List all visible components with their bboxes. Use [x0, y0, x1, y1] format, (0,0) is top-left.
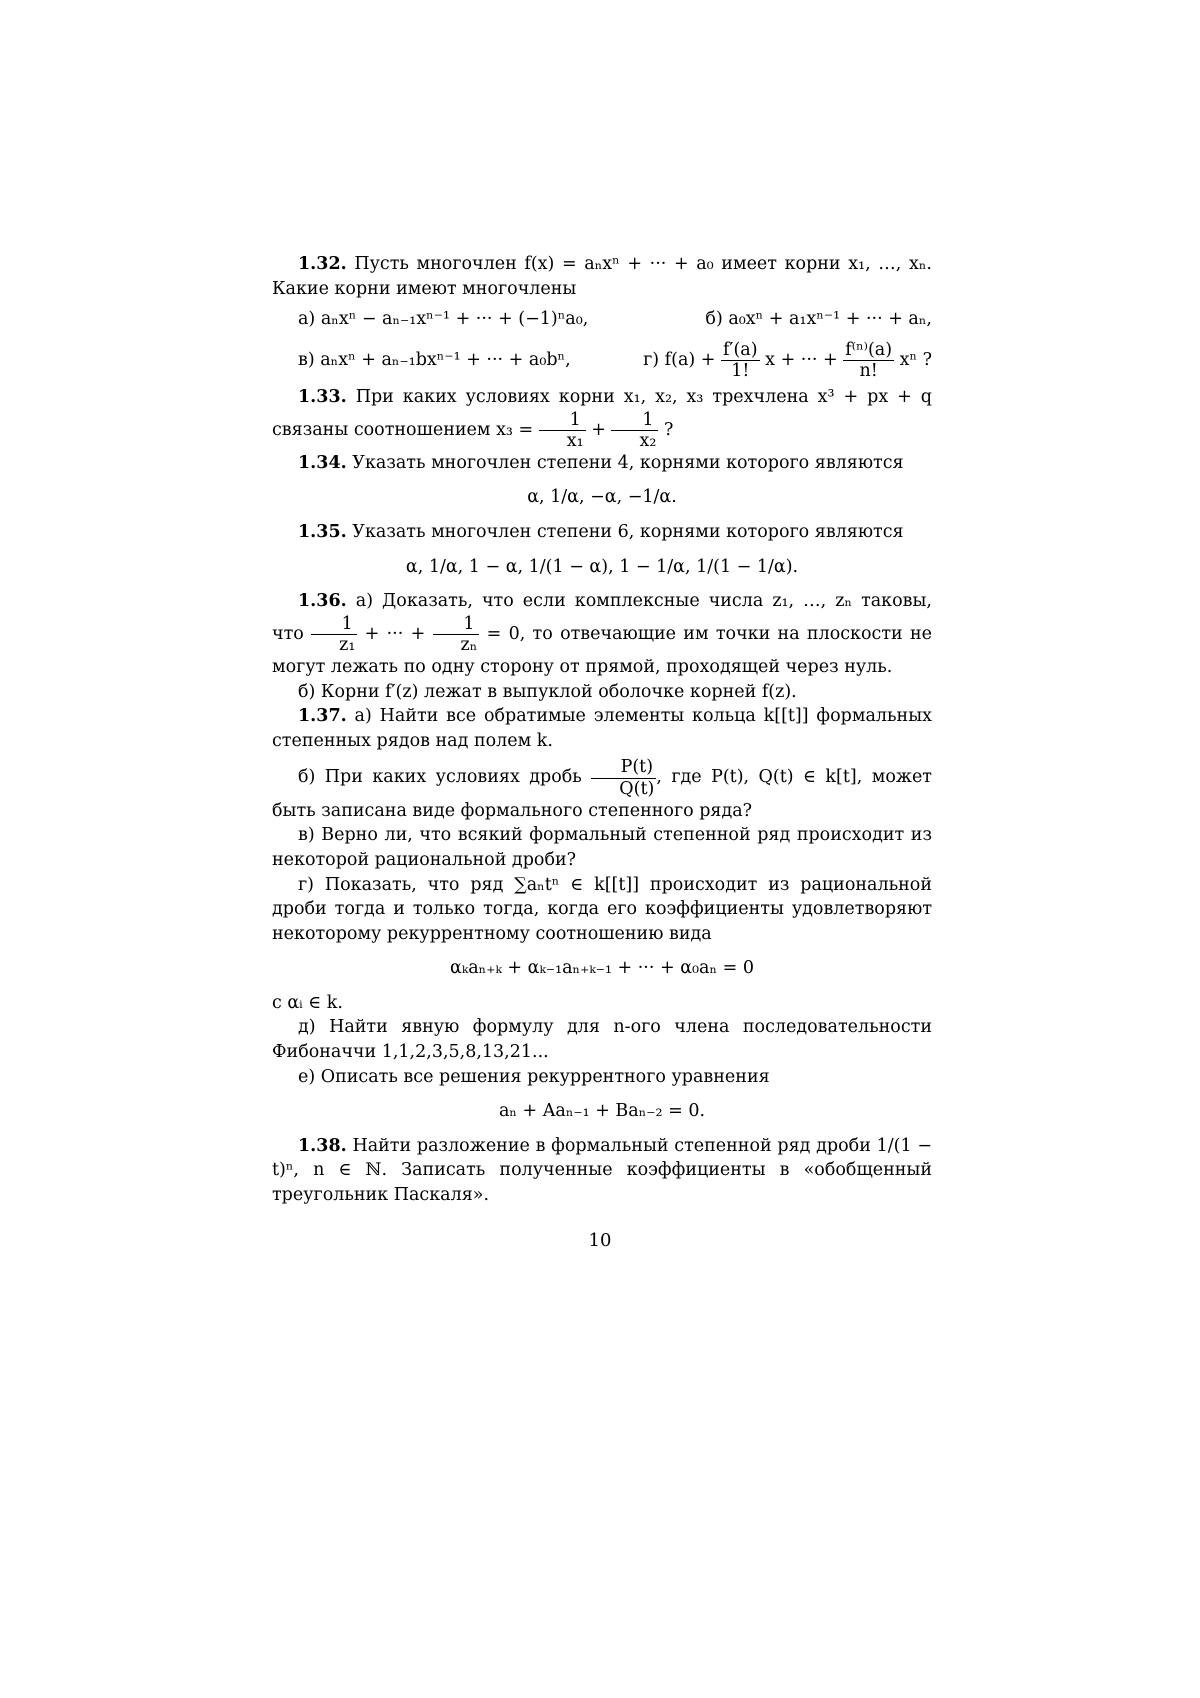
numerator: 1 — [611, 410, 658, 431]
problem-text: Найти разложение в формальный степенной ряд дроби 1/(1 − t)ⁿ, n ∈ ℕ. Записать полученные коэффициенты в «обобщенный треугольник Паскаля». — [272, 1135, 932, 1206]
numerator: f′(a) — [723, 339, 758, 360]
fraction — [611, 410, 658, 451]
page-number: 10 — [588, 1230, 612, 1251]
problem-1-37-part-d: д) Найти явную формулу для n-ого члена последовательности Фибоначчи 1,1,2,3,5,8,13,21... — [272, 1017, 932, 1063]
item-a: а) aₙxⁿ − aₙ₋₁xⁿ⁻¹ + ··· + (−1)ⁿa₀, — [298, 309, 589, 330]
problem-1-37 — [272, 704, 932, 753]
page-body — [272, 252, 932, 1208]
problem-text: а) Доказать, что если комплексные числа z₁, …, zₙ таковы, что — [272, 591, 932, 644]
denominator: z₁ — [339, 634, 356, 655]
numerator: f⁽ⁿ⁾(a) — [845, 339, 893, 360]
plus-sign: + — [591, 419, 606, 440]
item-g — [643, 340, 932, 381]
item-g-mid: x + ··· + — [765, 349, 838, 370]
problem-1-37-part-b — [272, 757, 932, 823]
problem-number: 1.37. — [298, 706, 347, 727]
part-b-post: , где P(t), Q(t) ∈ k[t], может быть записана виде формального степенного ряда? — [272, 767, 932, 821]
numerator: 1 — [539, 410, 586, 431]
item-g-prefix: г) f(a) + — [643, 349, 716, 370]
fraction — [539, 410, 586, 451]
fraction — [591, 757, 656, 798]
part-b-pre: б) При каких условиях дробь — [298, 767, 582, 788]
numerator: 1 — [311, 614, 357, 635]
numerator: P(t) — [591, 757, 656, 778]
denominator: x₁ — [566, 430, 584, 451]
problem-number: 1.34. — [298, 452, 347, 473]
problem-1-35 — [272, 520, 932, 545]
problem-1-37-part-g: г) Показать, что ряд ∑aₙtⁿ ∈ k[[t]] происходит из рациональной дроби тогда и только тогда, когда его коэффициенты удовлетворяют некоторому рекуррентному соотношению вида — [272, 874, 932, 944]
item-b: б) a₀xⁿ + a₁xⁿ⁻¹ + ··· + aₙ, — [705, 309, 932, 330]
problem-1-38 — [272, 1134, 932, 1208]
problem-number: 1.36. — [298, 591, 347, 612]
problem-number: 1.38. — [298, 1135, 347, 1156]
problem-text-continued: = 0, то отвечающие им точки на плоскости не могут лежать по одну сторону от прямой, проходящей через нуль. — [272, 623, 932, 678]
problem-1-36-part-b: б) Корни f′(z) лежат в выпуклой оболочке корней f(z). — [298, 681, 797, 702]
formula: αₖaₙ₊ₖ + αₖ₋₁aₙ₊ₖ₋₁ + ··· + α₀aₙ = 0 — [450, 958, 754, 979]
problem-number: 1.35. — [298, 522, 347, 543]
formula: α, 1/α, −α, −1/α. — [527, 487, 677, 508]
problem-1-37-part-e: е) Описать все решения рекуррентного уравнения — [298, 1066, 770, 1087]
problem-number: 1.33. — [298, 387, 347, 408]
denominator: x₂ — [639, 430, 657, 451]
denominator: zₙ — [460, 634, 478, 655]
fraction — [843, 340, 894, 381]
problem-1-32 — [272, 252, 932, 301]
numerator: 1 — [433, 614, 480, 635]
problem-1-32-items-row2 — [298, 340, 932, 381]
formula: α, 1/α, 1 − α, 1/(1 − α), 1 − 1/α, 1/(1 − 1/α). — [405, 556, 799, 577]
problem-1-36 — [272, 589, 932, 679]
item-v: в) aₙxⁿ + aₙ₋₁bxⁿ⁻¹ + ··· + a₀bⁿ, — [298, 350, 571, 371]
problem-1-37-after-g: с αᵢ ∈ k. — [272, 992, 343, 1013]
problem-1-34 — [272, 451, 932, 476]
problem-text: При каких условиях корни x₁, x₂, x₃ трехчлена x³ + px + q связаны соотношением x₃ = — [272, 387, 932, 440]
fraction — [721, 340, 760, 381]
problem-text: Пусть многочлен f(x) = aₙxⁿ + ··· + a₀ имеет корни x₁, …, xₙ. Какие корни имеют многочлены — [272, 254, 932, 299]
question-mark: ? — [663, 419, 674, 440]
fraction — [311, 614, 357, 655]
ellipsis-sum: + ··· + — [364, 623, 426, 644]
part-a: а) Найти все обратимые элементы кольца k[[t]] формальных степенных рядов над полем k. — [272, 706, 932, 751]
denominator: 1! — [731, 360, 750, 381]
denominator: n! — [859, 360, 878, 381]
problem-text: Указать многочлен степени 6, корнями которого являются — [352, 522, 904, 543]
problem-1-33 — [272, 385, 932, 451]
problem-text: Указать многочлен степени 4, корнями которого являются — [352, 452, 904, 473]
problem-number: 1.32. — [298, 254, 347, 274]
item-g-suffix: xⁿ ? — [899, 349, 932, 370]
fraction — [433, 614, 480, 655]
problem-1-32-items-row1 — [298, 307, 932, 332]
problem-1-37-part-v: в) Верно ли, что всякий формальный степенной ряд происходит из некоторой рациональной дроби? — [272, 825, 932, 870]
formula: aₙ + Aaₙ₋₁ + Baₙ₋₂ = 0. — [498, 1101, 706, 1122]
denominator: Q(t) — [619, 778, 655, 799]
